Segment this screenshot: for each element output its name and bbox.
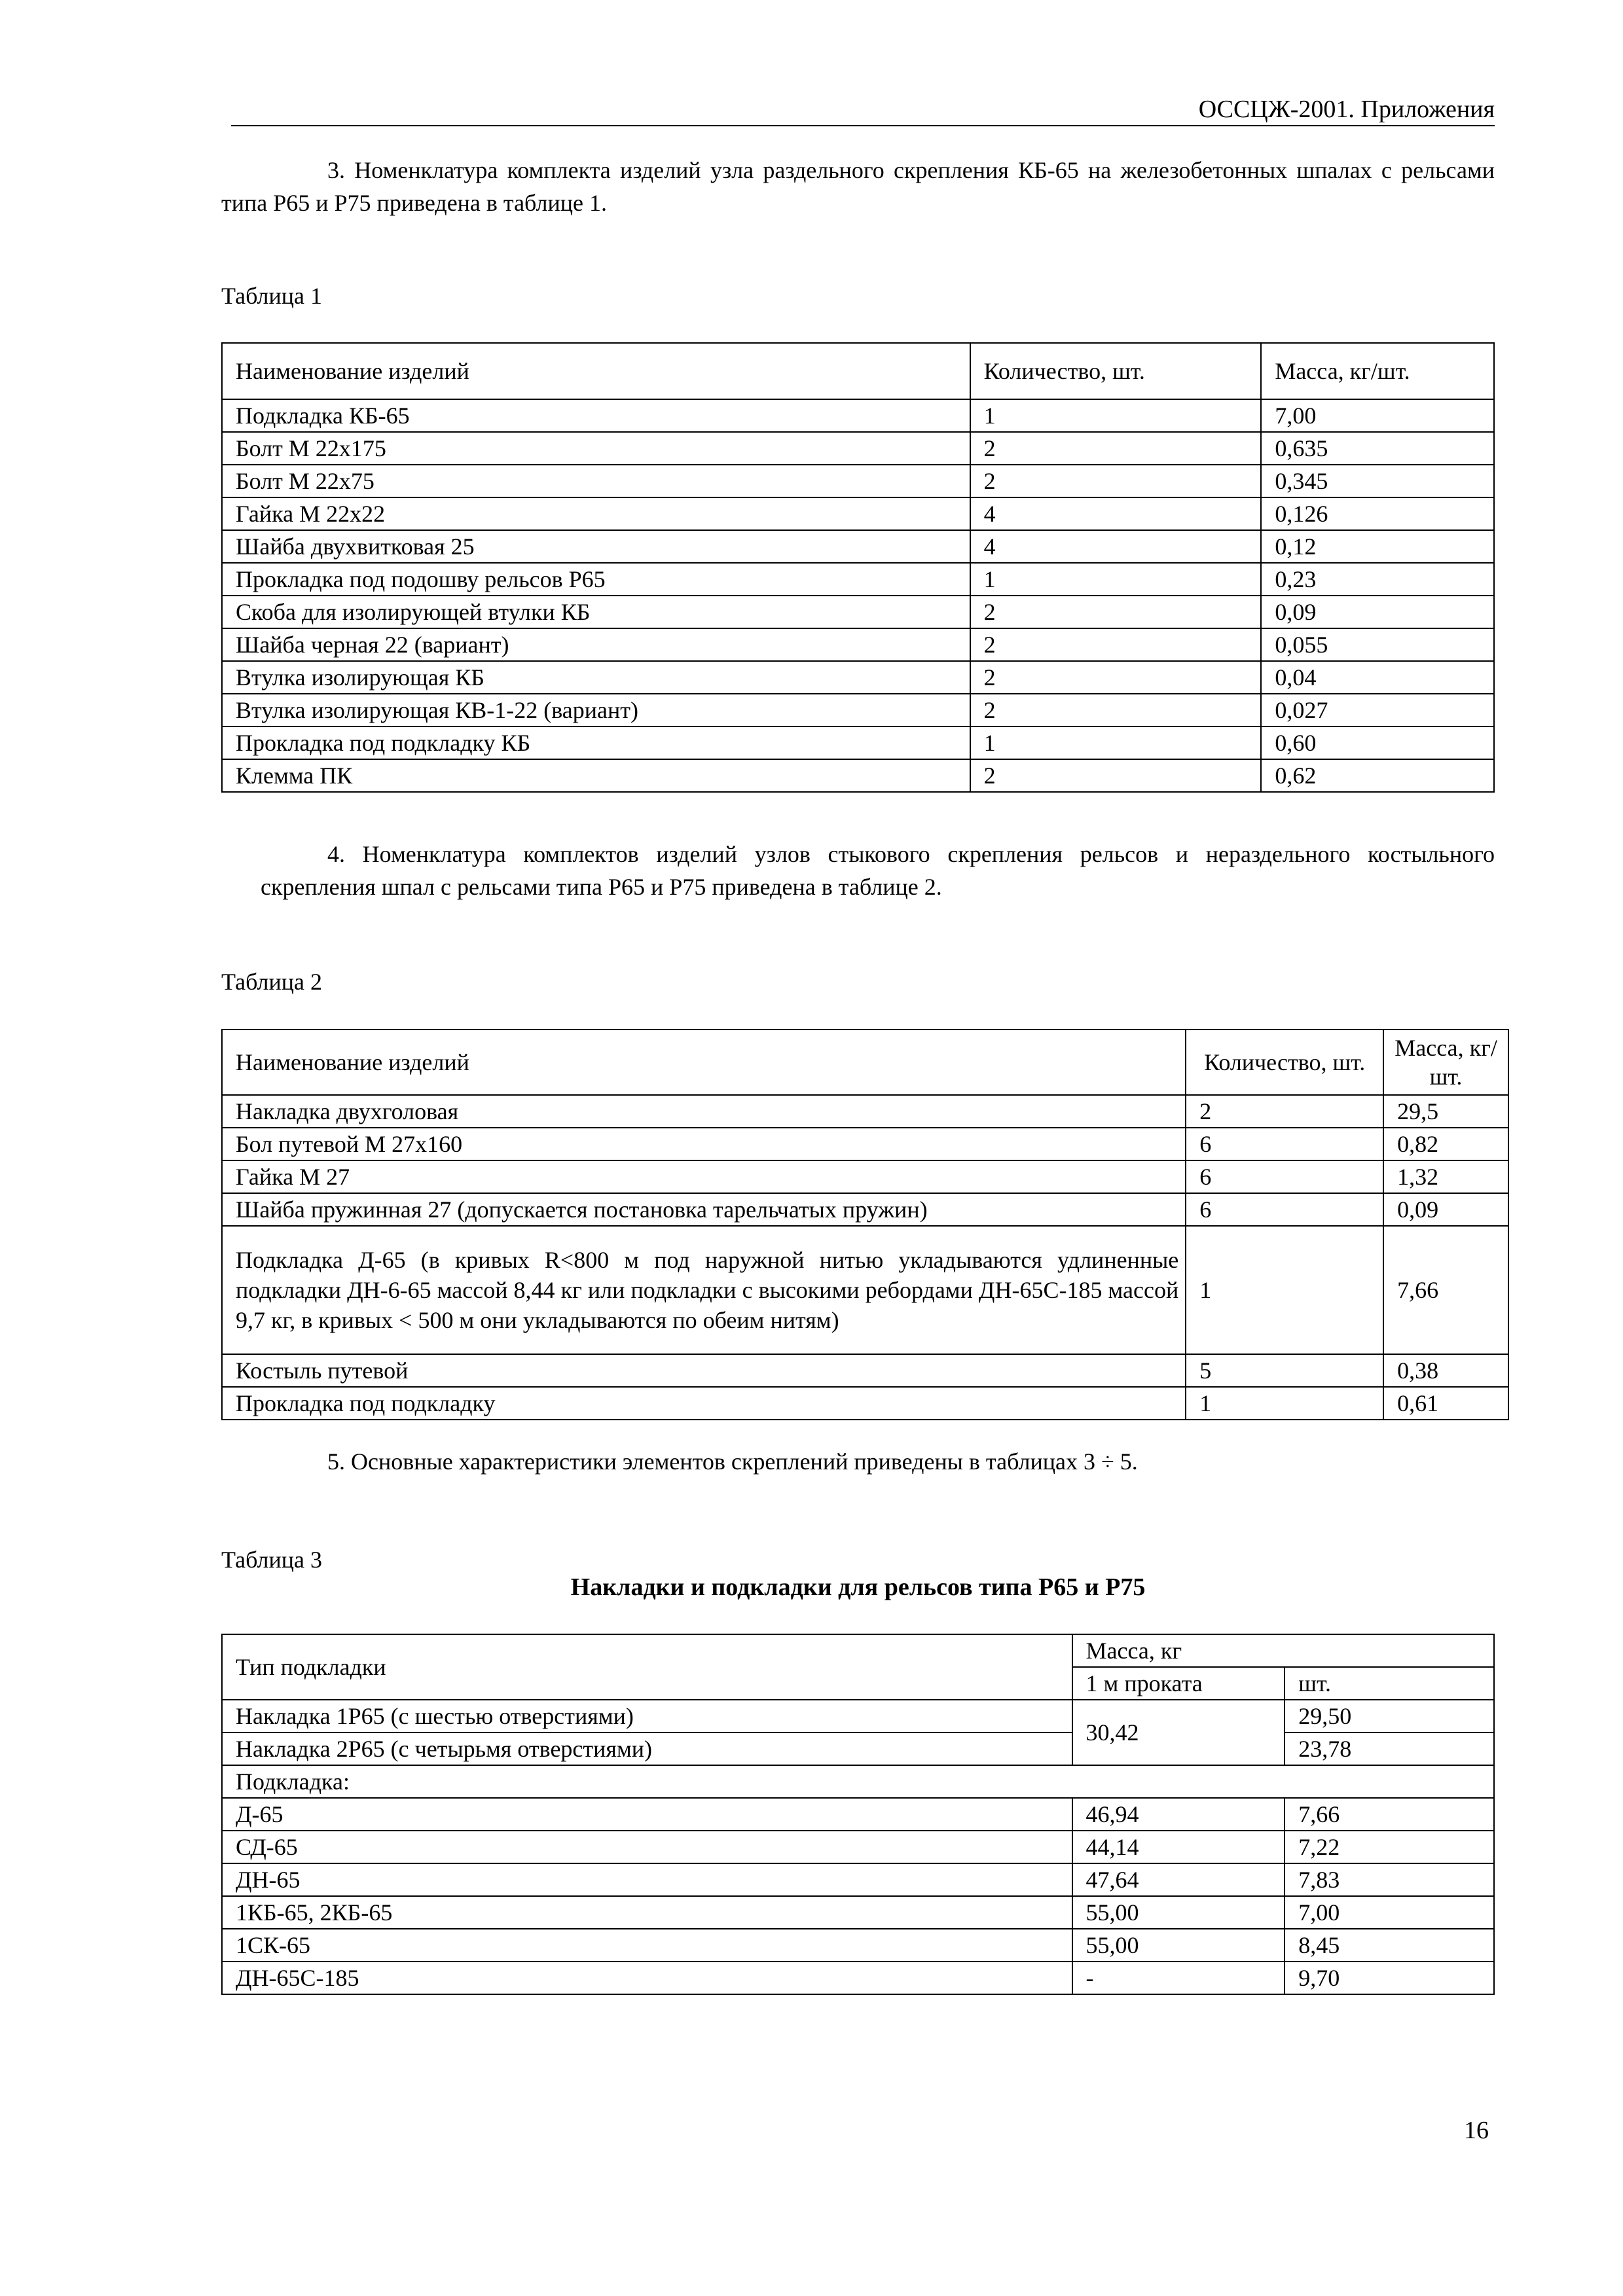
- column-header: Количество, шт.: [970, 343, 1262, 399]
- table-cell: 7,00: [1261, 399, 1494, 432]
- table-row: [222, 726, 1494, 759]
- table-cell: 7,66: [1383, 1226, 1508, 1354]
- table-row: [222, 563, 1494, 596]
- table-cell: 2: [970, 759, 1262, 792]
- table-group-label: Подкладка:: [222, 1765, 1494, 1798]
- table-cell: 0,62: [1261, 759, 1494, 792]
- table-cell: Шайба черная 22 (вариант): [222, 628, 970, 661]
- table-row: [222, 628, 1494, 661]
- table-row: [222, 497, 1494, 530]
- table1-caption: Таблица 1: [221, 283, 322, 309]
- table-1: [221, 342, 1495, 793]
- table-cell: 0,126: [1261, 497, 1494, 530]
- table-header-row: [222, 1030, 1508, 1095]
- table-cell: 1СК-65: [222, 1929, 1072, 1962]
- column-header: шт.: [1285, 1667, 1494, 1700]
- table-cell: 0,345: [1261, 465, 1494, 497]
- table-row: [222, 1193, 1508, 1226]
- table-cell: 0,055: [1261, 628, 1494, 661]
- table-cell: 0,027: [1261, 694, 1494, 726]
- table-cell: 2: [970, 596, 1262, 628]
- table-cell: Подкладка Д-65 (в кривых R<800 м под наружной нитью укладываются удлиненные подкладки ДН-6-65 массой 8,44 кг или подкладки с высокими ребордами ДН-65С-185 массой 9,7 кг, в кривых < 500 м они укладываются по обеим нитям): [222, 1226, 1186, 1354]
- table-row: [222, 1354, 1508, 1387]
- table-cell: 0,38: [1383, 1354, 1508, 1387]
- table-row: [222, 1798, 1494, 1831]
- table-cell: 1: [1186, 1387, 1383, 1420]
- table-cell: 1: [970, 726, 1262, 759]
- paragraph-section-5: 5. Основные характеристики элементов скреплений приведены в таблицах 3 ÷ 5.: [327, 1448, 1138, 1475]
- header-rule: [231, 125, 1495, 126]
- table-cell: 9,70: [1285, 1962, 1494, 1994]
- table-cell: 2: [970, 694, 1262, 726]
- paragraph-section-4: 4. Номенклатура комплектов изделий узлов стыкового скрепления рельсов и нераздельного костыльного скрепления шпал с рельсами типа Р65 и Р75 приведена в таблице 2.: [261, 841, 1495, 900]
- table-3: [221, 1634, 1495, 1995]
- table-cell: 7,00: [1285, 1896, 1494, 1929]
- table-cell: 4: [970, 530, 1262, 563]
- table2-caption: Таблица 2: [221, 969, 322, 995]
- table-header-row: [222, 343, 1494, 399]
- column-header: Масса, кг/шт.: [1383, 1030, 1508, 1095]
- table-cell: 4: [970, 497, 1262, 530]
- page-number: 16: [1464, 2117, 1489, 2144]
- table-cell: 8,45: [1285, 1929, 1494, 1962]
- table-cell: Гайка М 22х22: [222, 497, 970, 530]
- table-cell: 44,14: [1072, 1831, 1285, 1863]
- table-row: [222, 530, 1494, 563]
- table-cell: 23,78: [1285, 1732, 1494, 1765]
- table-cell: Гайка М 27: [222, 1160, 1186, 1193]
- table-cell: 0,61: [1383, 1387, 1508, 1420]
- table-row: [222, 1732, 1494, 1765]
- table-cell: 29,5: [1383, 1095, 1508, 1128]
- table-cell: Подкладка КБ-65: [222, 399, 970, 432]
- table1-body: [222, 343, 1494, 792]
- table-cell: Втулка изолирующая КВ-1-22 (вариант): [222, 694, 970, 726]
- table-cell: Шайба двухвитковая 25: [222, 530, 970, 563]
- table-cell: Скоба для изолирующей втулки КБ: [222, 596, 970, 628]
- table-row: [222, 1765, 1494, 1798]
- table-cell: 0,09: [1261, 596, 1494, 628]
- table-cell: 2: [1186, 1095, 1383, 1128]
- paragraph-section-3: 3. Номенклатура комплекта изделий узла раздельного скрепления КБ-65 на железобетонных шпалах с рельсами типа Р65 и Р75 приведена в таблице 1.: [221, 157, 1495, 216]
- running-header: ОССЦЖ-2001. Приложения: [1198, 96, 1495, 123]
- table-cell: Бол путевой М 27х160: [222, 1128, 1186, 1160]
- table-cell: 1: [970, 399, 1262, 432]
- table-cell: 2: [970, 661, 1262, 694]
- table-cell: 55,00: [1072, 1929, 1285, 1962]
- table-cell: 7,22: [1285, 1831, 1494, 1863]
- table-cell: Болт М 22х75: [222, 465, 970, 497]
- table-cell: 1КБ-65, 2КБ-65: [222, 1896, 1072, 1929]
- table-cell: Болт М 22х175: [222, 432, 970, 465]
- table-cell: -: [1072, 1962, 1285, 1994]
- table-row: [222, 399, 1494, 432]
- table-cell: ДН-65С-185: [222, 1962, 1072, 1994]
- table-cell: 0,12: [1261, 530, 1494, 563]
- table-cell: 55,00: [1072, 1896, 1285, 1929]
- table-row: [222, 1831, 1494, 1863]
- table-cell: Накладка 2Р65 (с четырьмя отверстиями): [222, 1732, 1072, 1765]
- table-cell: 0,635: [1261, 432, 1494, 465]
- table-cell: Втулка изолирующая КБ: [222, 661, 970, 694]
- table-cell: Прокладка под подкладку КБ: [222, 726, 970, 759]
- table-cell: Д-65: [222, 1798, 1072, 1831]
- table-row: [222, 432, 1494, 465]
- table-cell: 7,83: [1285, 1863, 1494, 1896]
- table-cell: 46,94: [1072, 1798, 1285, 1831]
- table-cell: Накладка 1Р65 (с шестью отверстиями): [222, 1700, 1072, 1732]
- table-row: [222, 1863, 1494, 1896]
- table-row: [222, 596, 1494, 628]
- table-cell: 6: [1186, 1128, 1383, 1160]
- table-row: [222, 759, 1494, 792]
- table-row: [222, 1226, 1508, 1354]
- table-cell: Клемма ПК: [222, 759, 970, 792]
- table-row: [222, 694, 1494, 726]
- column-header: Наименование изделий: [222, 1030, 1186, 1095]
- table-cell: Прокладка под подошву рельсов Р65: [222, 563, 970, 596]
- table-row: [222, 1160, 1508, 1193]
- table-2: [221, 1029, 1509, 1420]
- table-cell: 7,66: [1285, 1798, 1494, 1831]
- table-cell: 6: [1186, 1160, 1383, 1193]
- table-cell: 1: [1186, 1226, 1383, 1354]
- column-header: Тип подкладки: [222, 1634, 1072, 1700]
- table-row: [222, 1387, 1508, 1420]
- table-row: [222, 1128, 1508, 1160]
- table-cell: 30,42: [1072, 1700, 1285, 1765]
- table-row: [222, 1896, 1494, 1929]
- table-cell: Накладка двухголовая: [222, 1095, 1186, 1128]
- column-header: Количество, шт.: [1186, 1030, 1383, 1095]
- column-header: Масса, кг: [1072, 1634, 1494, 1667]
- column-header: 1 м проката: [1072, 1667, 1285, 1700]
- table-row: [222, 1095, 1508, 1128]
- table-cell: Костыль путевой: [222, 1354, 1186, 1387]
- table-cell: 2: [970, 465, 1262, 497]
- table-cell: 2: [970, 628, 1262, 661]
- table-row: [222, 1700, 1494, 1732]
- table-cell: Шайба пружинная 27 (допускается постановка тарельчатых пружин): [222, 1193, 1186, 1226]
- table3-caption: Таблица 3: [221, 1547, 322, 1573]
- table-cell: 47,64: [1072, 1863, 1285, 1896]
- table-cell: 0,23: [1261, 563, 1494, 596]
- table-cell: 1,32: [1383, 1160, 1508, 1193]
- table3-title: Накладки и подкладки для рельсов типа Р65 и Р75: [570, 1573, 1146, 1601]
- table-row: [222, 1962, 1494, 1994]
- table2-body: [222, 1030, 1508, 1420]
- table-row: [222, 465, 1494, 497]
- table-row: [222, 1929, 1494, 1962]
- table-cell: 5: [1186, 1354, 1383, 1387]
- table-header-row: [222, 1634, 1494, 1667]
- table-cell: 0,60: [1261, 726, 1494, 759]
- column-header: Масса, кг/шт.: [1261, 343, 1494, 399]
- table-cell: 0,04: [1261, 661, 1494, 694]
- table-cell: 6: [1186, 1193, 1383, 1226]
- table-row: [222, 661, 1494, 694]
- column-header: Наименование изделий: [222, 343, 970, 399]
- table3-body: [222, 1634, 1494, 1994]
- table-cell: 0,82: [1383, 1128, 1508, 1160]
- table-cell: Прокладка под подкладку: [222, 1387, 1186, 1420]
- table-cell: ДН-65: [222, 1863, 1072, 1896]
- table-cell: 1: [970, 563, 1262, 596]
- table-cell: СД-65: [222, 1831, 1072, 1863]
- table-cell: 0,09: [1383, 1193, 1508, 1226]
- table-cell: 2: [970, 432, 1262, 465]
- table-cell: 29,50: [1285, 1700, 1494, 1732]
